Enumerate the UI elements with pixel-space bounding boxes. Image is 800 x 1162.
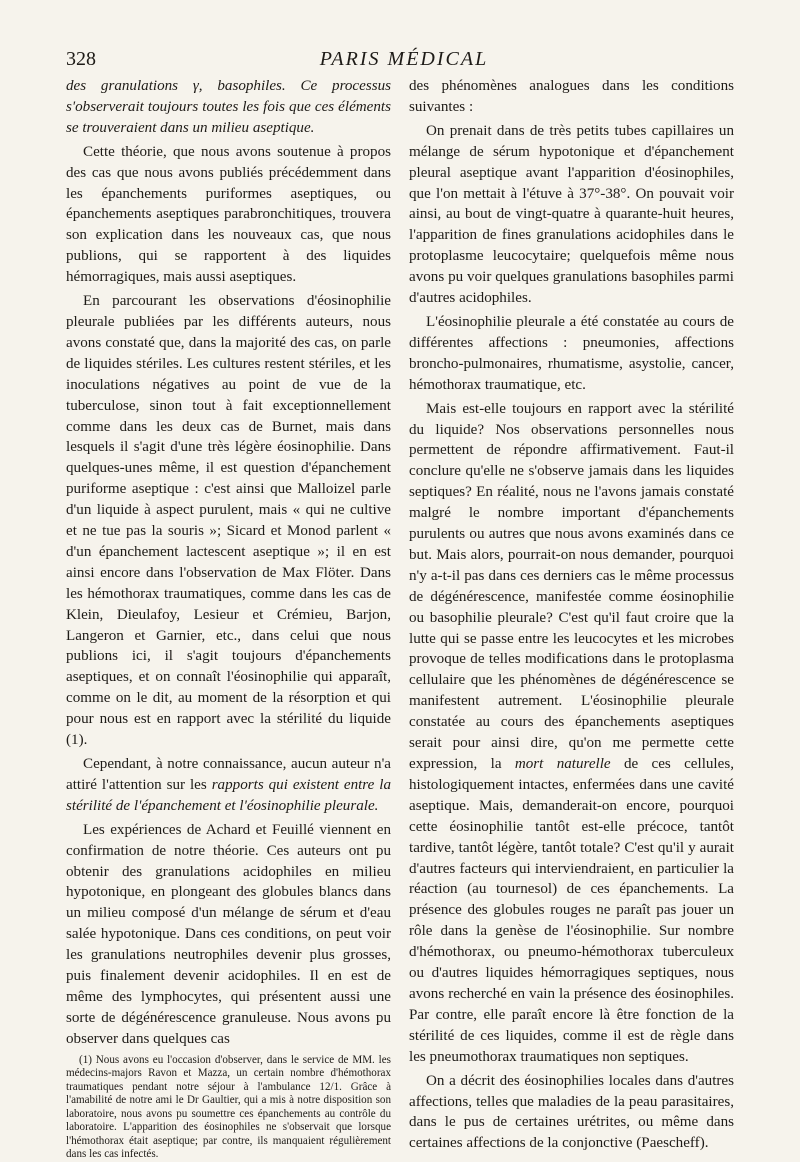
paragraph-text: de ces cellules, histologiquement intactes, enfermées dans une cavité aseptique. Mais, demanderait-on encore, pourquoi cette éosinophilie tantôt est-elle précoce, tantôt tardive, tantôt légère, tantôt totale? C'est qu'il y aurait d'autres facteurs qui interviendraient, en particulier la réaction (au tournesol) de ces épanchements. La présence des globules rouges ne paraît pas jouer un rôle dans la genèse de l'éosinophilie. Sur nombre d'hémothorax, ou pneumo-hémothorax tuberculeux ou d'autres liquides hémorragiques septiques, nous avons recherché en vain la présence des éosinophiles. Par contre, elle paraît encore là être fonction de la stérilité de ces liquides, comme il est de règle dans les pneumothorax traumatiques non septiques. <box>409 756 734 1065</box>
emphasis-text: rapports qui existent entre la stérilité de l'épanchement et l'éosinophilie pleurale. <box>66 776 391 814</box>
page-header <box>66 48 742 72</box>
running-title: PARIS MÉDICAL <box>319 48 489 70</box>
paragraph: En parcourant les observations d'éosinophilie pleurale publiées par les différents auteurs, nous avons constaté que, dans la majorité des cas, on parle de liquides stériles. Les cultures restent stériles, et les inoculations négatives au point de vue de la tuberculose, sinon tout à fait exceptionnellement comme dans les deux cas de Burnet, mais dans lesquels il s'agit d'une très légère éosinophilie. Dans quelques-unes même, il est question d'épanchement puriforme aseptique : c'est ainsi que Malloizel parle d'un liquide à aspect purulent, mais « qui ne cultive et ne tue pas la souris »; Sicard et Monod parlent « d'un épanchement lactescent aseptique »; il en est ainsi encore dans l'observation de Max Flöter. Dans les hémothorax traumatiques, comme dans les cas de Klein, Dieulafoy, Lesieur et Crémieu, Barjon, Langeron et Garnier, etc., dans celui que nous publions ici, il s'agit toujours d'épanchements aseptiques, et on connaît l'éosinophilie qui apparaît, comme on le dit, au moment de la résorption et qui pour nous est en rapport avec la stérilité du liquide (1). <box>66 293 391 749</box>
paragraph: des granulations γ, basophiles. Ce processus s'observerait toujours toutes les fois que ces éléments se trouveraient dans un milieu aseptique. <box>66 78 391 136</box>
paragraph: On prenait dans de très petits tubes capillaires un mélange de sérum hypotonique et d'épanchement pleural aseptique avant l'apparition d'éosinophiles, que l'on mettait à l'étuve à 37°-38°. On pouvait voir ainsi, au bout de vingt-quatre à quarante-huit heures, l'apparition de fines granulations acidophiles dans le protoplasme leucocytaire; quelquefois même nous avons pu voir quelques granulations basophiles parmi d'autres acidophiles. <box>409 122 734 307</box>
paragraph <box>66 754 391 817</box>
right-column <box>409 76 734 1154</box>
page-number: 328 <box>66 48 96 70</box>
paragraph: des phénomènes analogues dans les conditions suivantes : <box>409 78 734 115</box>
left-column <box>66 76 391 1162</box>
emphasis-text: mort naturelle <box>514 756 611 772</box>
footnote <box>66 1054 391 1162</box>
paragraph-text: Cependant, à notre connaissance, aucun auteur n'a attiré l'attention sur les <box>66 756 391 793</box>
paragraph-text: Mais est-elle toujours en rapport avec la stérilité du liquide? Nos observations personnelles nous permettent de répondre affirmativement. Faut-il conclure qu'elle ne s'observe jamais dans les liquides septiques? En réalité, nous ne l'avons jamais constaté malgré le nombre important d'épanchements purulents ou autres que nous avons examinés dans ce but. Mais alors, pourrait-on nous demander, pourquoi n'y a-t-il pas dans ces derniers cas le même processus de dégénérescence, manifestée comme éosinophilie ou basophilie pleurale? C'est qu'il faut croire que la lutte qui se passe entre les leucocytes et les microbes provoque de telles modifications dans le protoplasma cellulaire que les phénomènes de dégénérescence se manifestent autrement. L'éosinophilie pleurale constatée au cours des épanchements aseptiques serait pour ainsi dire, qu'on me permette cette expression, la <box>409 400 734 772</box>
paragraph: Les expériences de Achard et Feuillé viennent en confirmation de notre théorie. Ces auteurs ont pu obtenir des granulations acidophiles en milieu hypotonique, en plongeant des globules blancs dans un milieu composé d'un mélange de sérum et d'eau salée hypotonique. Dans ces conditions, on peut voir les granulations neutrophiles devenir plus grosses, puis finalement devenir acidophiles. Il en est de même des lymphocytes, qui présentent aussi une sorte de dégénérescence granuleuse. Nous avons pu observer dans quelques cas <box>66 821 391 1047</box>
paragraph: On a décrit des éosinophilies locales dans d'autres affections, telles que maladies de la peau parasitaires, dans le pus de certaines urétrites, ou même dans certaines affections de la conjonctive (Paescheff). <box>409 1072 734 1152</box>
footnote-text: (1) Nous avons eu l'occasion d'observer, dans le service de MM. les médecins-majors Ravon et Mazza, un certain nombre d'hémothorax traumatiques pendant notre séjour à l'ambulance 12/1. Grâce à l'amabilité de notre ami le Dr Gaultier, qui a mis à notre disposition son laboratoire, nous avons pu soumettre ces épanchements au contrôle du laboratoire. L'apparition des éosinophiles ne s'observait que lorsque l'hémothorax était aseptique; par contre, ils manquaient régulièrement dans les cas infectés. <box>66 1053 391 1161</box>
paragraph: Cette théorie, que nous avons soutenue à propos des cas que nous avons publiés précédemment dans les épanchements puriformes aseptiques, ou épanchements aseptiques parabronchitiques, trouvera son explication dans les nouveaux cas, que nous publions, qui se rapportent à des liquides hémorragiques, mais aussi aseptiques. <box>66 143 391 286</box>
paragraph: L'éosinophilie pleurale a été constatée au cours de différentes affections : pneumonies, affections broncho-pulmonaires, rhumatisme, asystolie, cancer, hémothorax traumatique, etc. <box>409 313 734 393</box>
paragraph <box>409 399 734 1068</box>
